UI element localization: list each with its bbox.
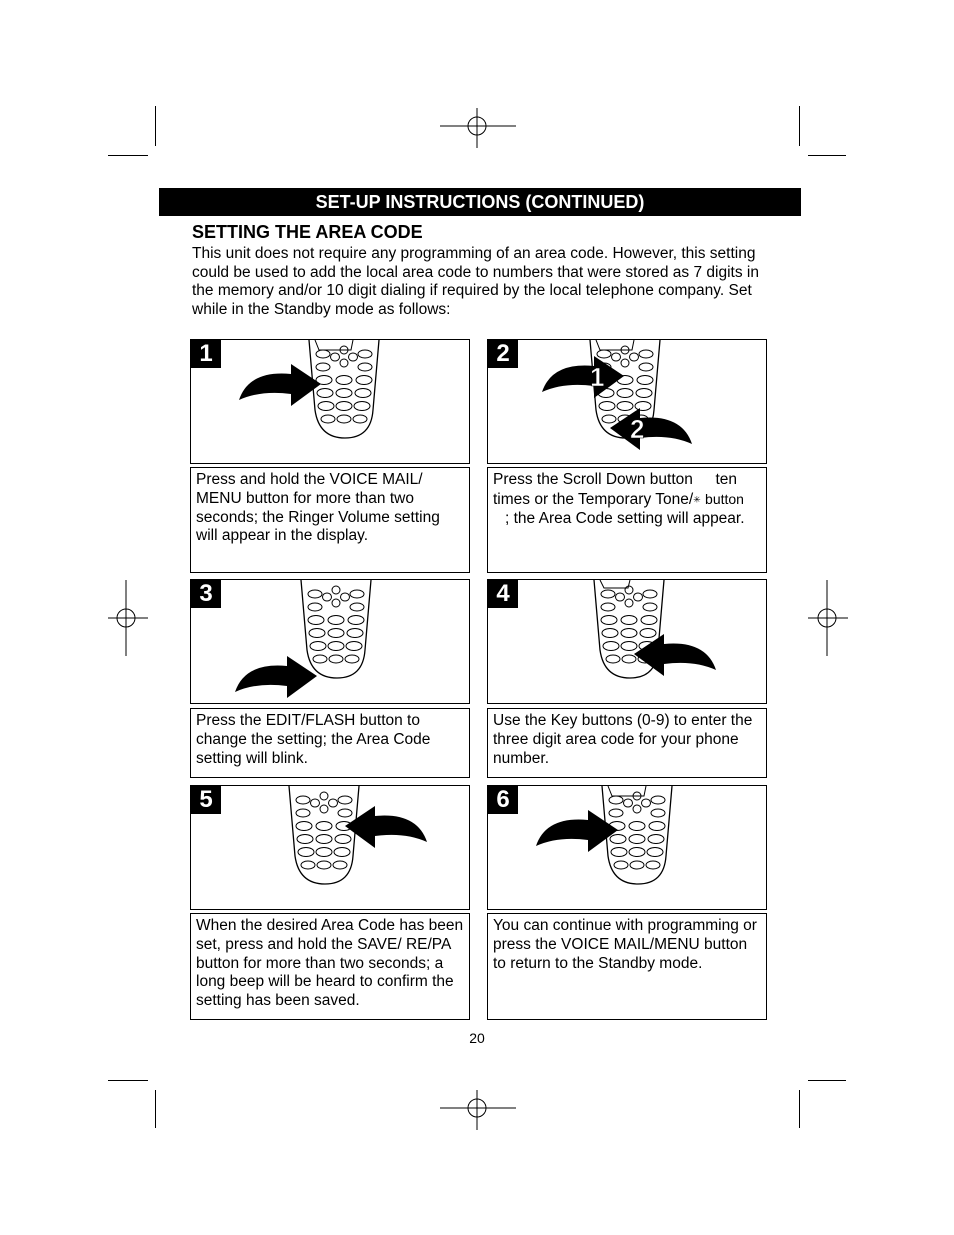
step-4-illustration: [487, 579, 767, 704]
step-2-text-d: button: [705, 490, 744, 507]
step-6-illustration: [487, 785, 767, 910]
arrow-right-icon: [542, 356, 624, 398]
registration-target-right-icon: [808, 580, 848, 656]
arrow-right-icon: [235, 656, 317, 698]
step-3-caption: Press the EDIT/FLASH button to change the setting; the Area Code setting will blink.: [196, 712, 431, 767]
step-3-illustration: [190, 579, 470, 704]
step-5-illustration: [190, 785, 470, 910]
step-4-caption: Use the Key buttons (0-9) to enter the three digit area code for your phone number.: [493, 712, 753, 767]
step-2-text-a: Press the Scroll Down button: [493, 471, 693, 488]
step-3-caption-box: [190, 708, 470, 778]
section-header-bar: SET-UP INSTRUCTIONS (CONTINUED): [159, 188, 801, 216]
registration-target-top-icon: [440, 108, 516, 148]
step-2-caption: [488, 468, 766, 531]
arrow-label-1: 1: [590, 362, 605, 392]
step-number: 1: [191, 340, 221, 368]
step-2-caption-box: [487, 467, 767, 573]
step-6-caption-box: [487, 913, 767, 1020]
registration-target-left-icon: [108, 580, 148, 656]
step-2-text-e: ; the Area Code setting will appear.: [505, 509, 745, 527]
intro-paragraph: This unit does not require any programming of an area code. However, this setting could be used to add the local area code to numbers that were stored as 7 digits in the memory and/or 10 digit dialing if required by the local telephone company. Set while in the Standby mode as follows:: [192, 245, 759, 318]
step-1-illustration: [190, 339, 470, 464]
page-number: 20: [469, 1030, 485, 1046]
step-number: 5: [191, 786, 221, 814]
phone-keypad-icon: [191, 340, 470, 464]
arrow-left-icon: [634, 634, 716, 676]
step-5-caption: When the desired Area Code has been set, press and hold the SAVE/ RE/PA button for more than two seconds; a long beep will be heard to confirm the setting has been saved.: [196, 917, 464, 1010]
phone-keypad-icon: [488, 580, 767, 704]
arrow-right-icon: [536, 810, 618, 852]
step-number: 2: [488, 340, 518, 368]
arrow-right-icon: [239, 364, 321, 406]
step-1-caption: Press and hold the VOICE MAIL/ MENU button for more than two seconds; the Ringer Volume setting will appear in the display.: [196, 471, 440, 545]
step-number: 4: [488, 580, 518, 608]
step-number: 6: [488, 786, 518, 814]
phone-keypad-icon: [488, 340, 767, 464]
step-4-caption-box: [487, 708, 767, 778]
step-number: 3: [191, 580, 221, 608]
step-5-caption-box: [190, 913, 470, 1020]
phone-keypad-icon: [488, 786, 767, 910]
step-6-caption: You can continue with programming or press the VOICE MAIL/MENU button to return to the Standby mode.: [493, 917, 757, 972]
registration-target-bottom-icon: [440, 1090, 516, 1130]
phone-keypad-icon: [191, 786, 470, 910]
step-2-text-c: times or the Temporary Tone/: [493, 490, 694, 508]
star-key-icon: ✳: [693, 494, 701, 505]
arrow-label-2: 2: [630, 414, 645, 444]
section-title: SETTING THE AREA CODE: [192, 222, 423, 242]
phone-keypad-icon: [191, 580, 470, 704]
step-1-caption-box: [190, 467, 470, 573]
step-2-illustration: [487, 339, 767, 464]
arrow-left-icon: [610, 408, 692, 450]
step-2-text-b: ten: [715, 471, 738, 488]
